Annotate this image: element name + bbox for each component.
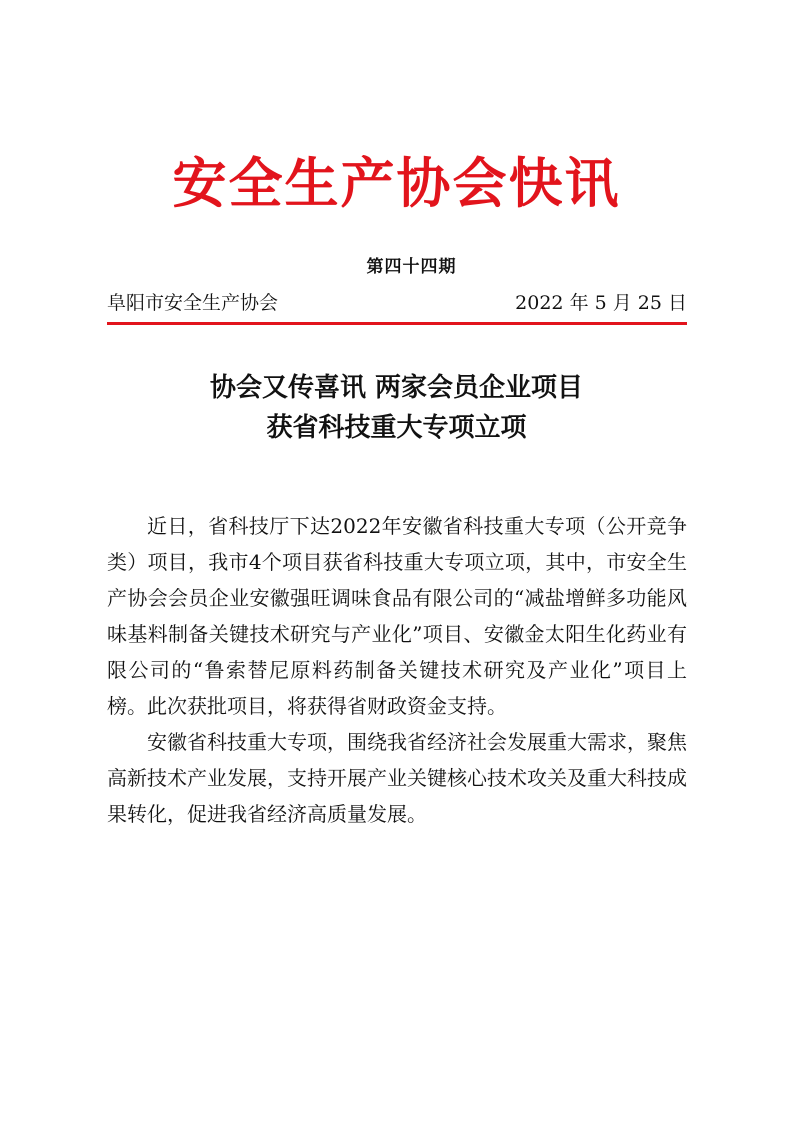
organization-name: 阜阳市安全生产协会 [107, 292, 279, 314]
meta-row [107, 289, 687, 317]
body-paragraph: 近日，省科技厅下达2022年安徽省科技重大专项（公开竞争类）项目，我市4个项目获省科技重大专项立项，其中，市安全生产协会会员企业安徽强旺调味食品有限公司的“减盐增鲜多功能风味基料制备关键技术研究与产业化”项目、安徽金太阳生化药业有限公司的“鲁索替尼原料药制备关键技术研究及产业化”项目上榜。此次获批项目，将获得省财政资金支持。 [107, 514, 687, 718]
article-body [107, 508, 687, 832]
red-divider-line [107, 322, 687, 325]
headline-line-2: 获省科技重大专项立项 [266, 413, 527, 443]
body-paragraph: 安徽省科技重大专项，围绕我省经济社会发展重大需求，聚焦高新技术产业发展，支持开展产业关键核心技术攻关及重大科技成果转化，促进我省经济高质量发展。 [107, 730, 687, 826]
publish-date: 2022 年 5 月 25 日 [515, 292, 687, 314]
masthead-title: 安全生产协会快讯 [172, 151, 621, 215]
article-headline [0, 368, 793, 448]
headline-line-1: 协会又传喜讯 两家会员企业项目 [209, 373, 584, 403]
issue-number: 第四十四期 [366, 257, 457, 277]
